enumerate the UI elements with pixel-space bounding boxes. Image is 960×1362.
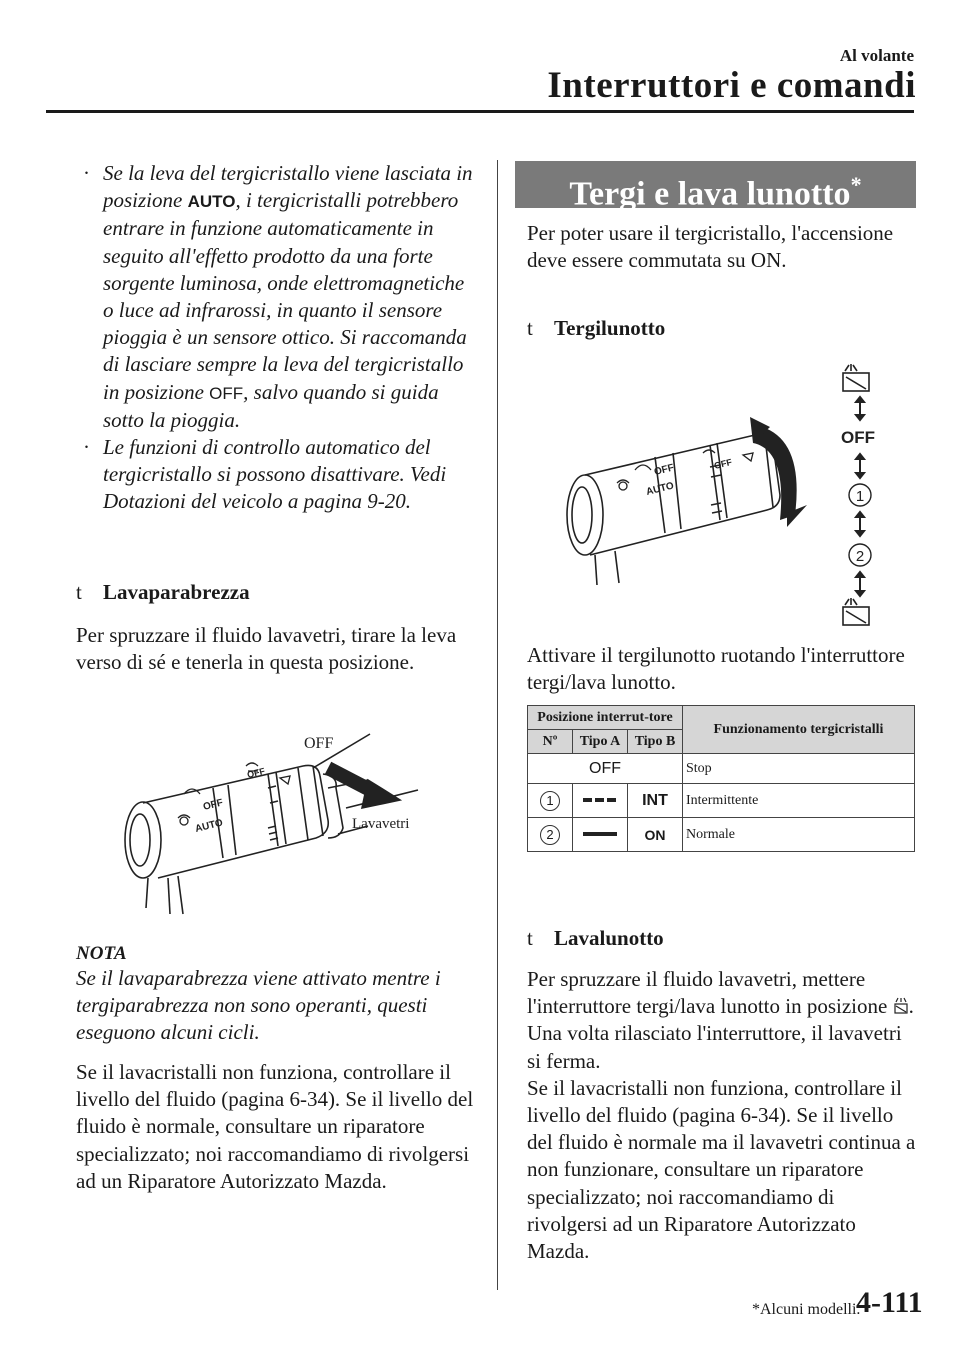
caution-bullet-list (76, 160, 476, 516)
auto-symbol: AUTO (187, 192, 236, 212)
cell-type-a (573, 784, 628, 818)
lever-off-label: OFF (653, 462, 676, 478)
header-position: Posizione interrut-tore (528, 706, 683, 730)
bullet-dot: · (83, 435, 90, 460)
short-dashes-icon (583, 796, 617, 804)
lavaparabrezza-paragraph: Per spruzzare il fluido lavavetri, tirare la leva verso di sé e tenerla in questa posizione. (76, 623, 457, 675)
cell-no (528, 818, 573, 852)
section-marker: t (76, 580, 82, 604)
bullet-text: , i tergicristalli potrebbero entrare in funzione automaticamente in seguito all'effetto prodotto da una forte sorgente luminosa, onde elettromagnetiche o luce ad infrarossi, in quanto il sensore pioggia è un sensore ottico. Si raccomanda di lasciare sempre la leva del tergicristallo in posizione (103, 188, 467, 404)
running-chapter-title: Interruttori e comandi (547, 65, 916, 106)
footnote: *Alcuni modelli. (752, 1301, 861, 1318)
heading-text: Lavalunotto (554, 926, 664, 950)
header-type-a: Tipo A (573, 730, 628, 754)
tergilunotto-paragraph: Attivare il tergilunotto ruotando l'interruttore tergi/lava lunotto. (527, 643, 905, 695)
lever-auto-label: AUTO (194, 817, 225, 835)
paragraph-text: Per spruzzare il fluido lavavetri, mettere l'interruttore tergi/lava lunotto in posizione (527, 967, 893, 1019)
header-rule (46, 110, 914, 113)
bullet-text: Se la leva del tergicristallo viene lasciata in posizione (103, 161, 473, 213)
figure-lavavetri-label: Lavavetri (352, 816, 410, 832)
running-section-title: Al volante (839, 46, 914, 65)
lavaparabrezza-heading (76, 580, 250, 605)
cell-position-off: OFF (528, 754, 683, 784)
closing-paragraph: Se il lavacristalli non funziona, controllare il livello del fluido (pagina 6-34). Se il livello del fluido è normale, consultare un riparatore specializzato; noi raccomandiamo di rivolgersi ad un Riparatore Autorizzato Mazda. (76, 1060, 474, 1193)
table-row (528, 754, 915, 784)
bullet-text: , salvo quando si guida sotto la pioggia. (103, 379, 439, 432)
paragraph-text: Se il lavacristalli non funziona, controllare il livello del fluido (pagina 6-34). Se il livello del fluido è normale ma il lavavetri continua a non funzionare, consultare un riparatore specializzato; noi raccomandiamo di rivolgersi ad un Riparatore Autorizzato Mazda. (527, 1075, 916, 1264)
bullet-item-auto (76, 160, 476, 434)
table-row (528, 818, 915, 852)
switch-position-table (527, 705, 915, 852)
header-function: Funzionamento tergicristalli (683, 706, 915, 754)
lever-auto-label: AUTO (645, 480, 676, 498)
rear-wiper-figure (555, 355, 895, 630)
lever-off-label: OFF (202, 797, 225, 813)
section-marker: t (527, 316, 533, 340)
page-number: 4-111 (856, 1286, 923, 1319)
cell-function: Intermittente (683, 784, 915, 818)
position-2-label: 2 (855, 548, 865, 565)
circled-number: 1 (540, 791, 560, 811)
section-marker: t (527, 926, 533, 950)
washer-icon (893, 997, 909, 1015)
position-off-label: OFF (841, 428, 875, 447)
banner-title: Tergi e lava lunotto (569, 175, 851, 213)
cell-type-b: INT (628, 784, 683, 818)
long-dash-icon (583, 830, 617, 838)
nota-text: Se il lavaparabrezza viene attivato mentre i tergiparabrezza non sono operanti, questi eseguono alcuni cicli. (76, 966, 441, 1045)
heading-text: Lavaparabrezza (103, 580, 250, 604)
cell-type-b: ON (628, 818, 683, 852)
windshield-washer-figure (118, 728, 438, 920)
cell-function: Stop (683, 754, 915, 784)
header-type-b: Tipo B (628, 730, 683, 754)
lever-off-label-2: OFF (246, 765, 266, 780)
bullet-dot: · (83, 161, 90, 185)
figure-off-label: OFF (304, 735, 334, 752)
cell-function: Normale (683, 818, 915, 852)
banner-asterisk: * (850, 172, 862, 197)
heading-text: Tergilunotto (554, 316, 666, 340)
position-1-label: 1 (855, 488, 865, 505)
bullet-item-disable (76, 434, 476, 516)
cell-type-a (573, 818, 628, 852)
lever-off-label-2: OFF (713, 456, 733, 471)
bullet-text: Le funzioni di controllo automatico del tergicristallo si possono disattivare. Vedi Dotazioni del veicolo a pagina 9-20. (103, 435, 447, 514)
tergilunotto-heading (527, 316, 665, 341)
table-row (528, 784, 915, 818)
circled-number: 2 (540, 825, 560, 845)
paragraph-text: . Una volta rilasciato l'interruttore, il lavavetri si ferma. (527, 994, 914, 1073)
header-no: Nº (528, 730, 573, 754)
washer-symbol-top (843, 364, 869, 391)
cell-no (528, 784, 573, 818)
section-banner (515, 161, 916, 213)
off-symbol: OFF (209, 383, 244, 403)
lavalunotto-heading (527, 926, 664, 951)
lavalunotto-paragraph (527, 966, 917, 1265)
column-divider (497, 160, 498, 1290)
nota-title: NOTA (76, 943, 127, 964)
intro-paragraph: Per poter usare il tergicristallo, l'accensione deve essere commutata su ON. (527, 221, 894, 273)
washer-symbol-bottom (843, 598, 869, 625)
